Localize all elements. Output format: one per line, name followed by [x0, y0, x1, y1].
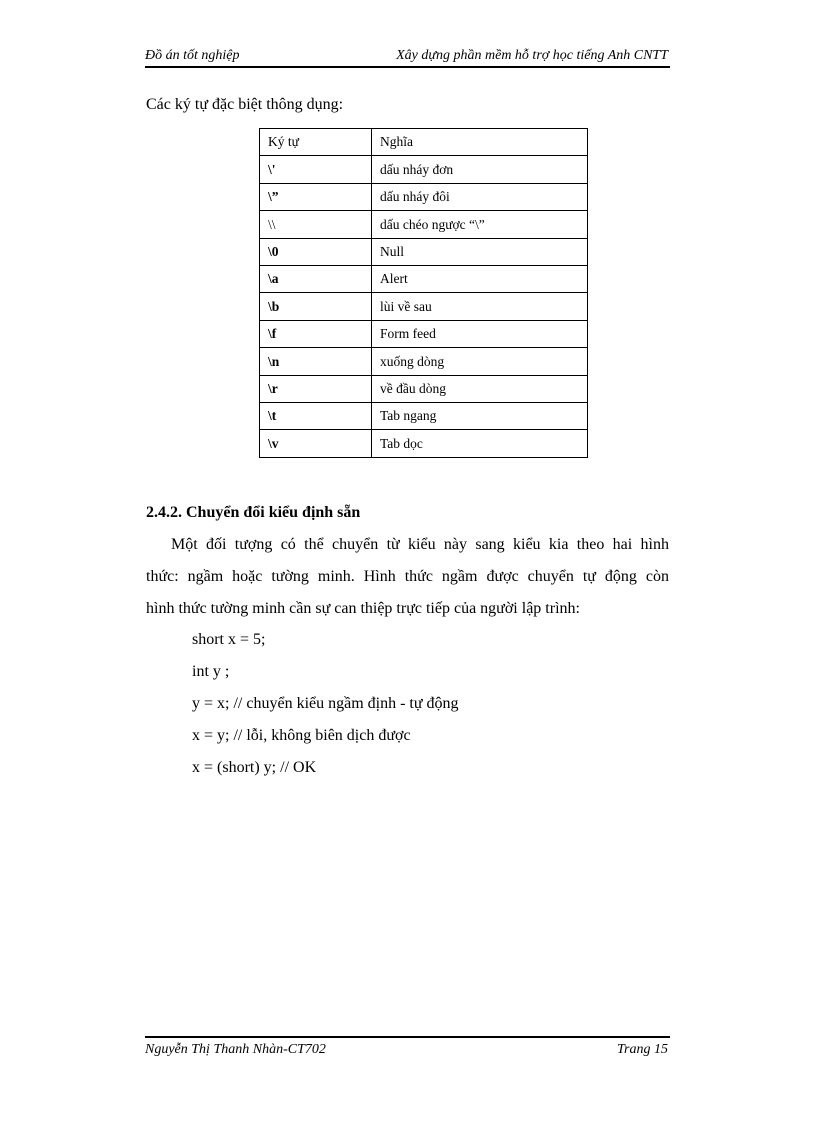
meaning-cell: Form feed	[372, 320, 588, 347]
code-line: x = (short) y; // OK	[192, 759, 317, 776]
character-cell: \”	[260, 183, 372, 210]
meaning-cell: xuống dòng	[372, 348, 588, 375]
page-header	[145, 48, 670, 68]
code-line: y = x; // chuyển kiểu ngầm định - tự động	[192, 695, 459, 712]
table-row	[260, 375, 588, 402]
intro-text: Các ký tự đặc biệt thông dụng:	[146, 96, 344, 113]
paragraph-line: Một đối tượng có thể chuyển từ kiểu này sang kiểu kia theo hai hình	[171, 536, 669, 553]
header-right-text: Xây dựng phần mềm hỗ trợ học tiếng Anh CNTT	[396, 48, 668, 63]
character-cell: \r	[260, 375, 372, 402]
meaning-cell: Tab dọc	[372, 430, 588, 457]
table-row	[260, 238, 588, 265]
meaning-cell: Null	[372, 238, 588, 265]
header-cell-character: Ký tự	[260, 129, 372, 156]
paragraph-line: hình thức tường minh cần sự can thiệp trực tiếp của người lập trình:	[146, 600, 580, 617]
escape-characters-table	[259, 128, 588, 458]
page-footer	[145, 1036, 670, 1062]
character-cell: \n	[260, 348, 372, 375]
header-cell-meaning: Nghĩa	[372, 129, 588, 156]
table-row	[260, 265, 588, 292]
character-cell: \b	[260, 293, 372, 320]
meaning-cell: về đầu dòng	[372, 375, 588, 402]
footer-page-number: Trang 15	[617, 1042, 668, 1057]
meaning-cell: Alert	[372, 265, 588, 292]
table-row	[260, 348, 588, 375]
paragraph-line: thức: ngầm hoặc tường minh. Hình thức ngầm được chuyển tự động còn	[146, 568, 669, 585]
table-row	[260, 156, 588, 183]
code-example	[192, 624, 459, 784]
meaning-cell: Tab ngang	[372, 402, 588, 429]
table-row	[260, 183, 588, 210]
meaning-cell: dấu nháy đôi	[372, 183, 588, 210]
character-cell: \a	[260, 265, 372, 292]
character-cell: \0	[260, 238, 372, 265]
table-row	[260, 430, 588, 457]
character-cell: \v	[260, 430, 372, 457]
code-line: x = y; // lỗi, không biên dịch được	[192, 727, 411, 744]
meaning-cell: lùi về sau	[372, 293, 588, 320]
meaning-cell: dấu chéo ngược “\”	[372, 211, 588, 238]
code-line: short x = 5;	[192, 631, 266, 648]
table-row	[260, 293, 588, 320]
section-heading: 2.4.2. Chuyển đổi kiểu định sẵn	[146, 504, 361, 521]
character-cell: \f	[260, 320, 372, 347]
table-row	[260, 320, 588, 347]
meaning-cell: dấu nháy đơn	[372, 156, 588, 183]
table-row	[260, 211, 588, 238]
character-cell: \t	[260, 402, 372, 429]
character-cell: \'	[260, 156, 372, 183]
table-header-row	[260, 129, 588, 156]
header-left-text: Đồ án tốt nghiệp	[145, 48, 240, 63]
table-row	[260, 402, 588, 429]
footer-author: Nguyễn Thị Thanh Nhàn-CT702	[145, 1042, 326, 1057]
code-line: int y ;	[192, 663, 230, 680]
body-paragraph	[146, 529, 669, 625]
character-cell: \\	[260, 211, 372, 238]
